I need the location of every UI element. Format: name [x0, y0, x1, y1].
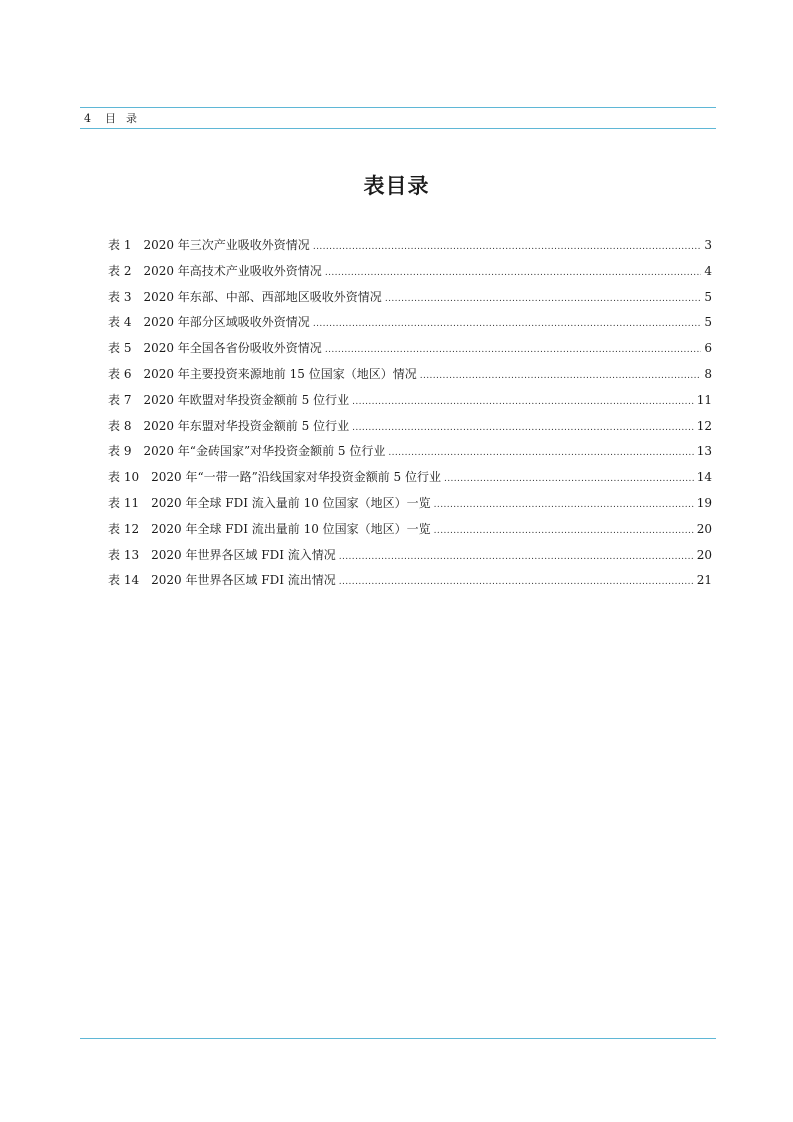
toc-entry-page: 14 [696, 470, 712, 485]
dot-leader [352, 419, 694, 433]
toc-entry-label: 表 9 [108, 444, 132, 459]
toc-entry-page: 12 [696, 418, 712, 433]
dot-leader [313, 315, 701, 329]
toc-entry-page: 21 [696, 573, 712, 588]
toc-entry-title: 2020 年全球 FDI 流出量前 10 位国家（地区）一览 [151, 521, 431, 536]
toc-entry-page: 19 [696, 495, 712, 510]
toc-entry-title: 2020 年东部、中部、西部地区吸收外资情况 [143, 289, 382, 304]
dot-leader [385, 290, 701, 304]
toc-entry-page: 11 [696, 392, 712, 407]
toc-entry[interactable] [108, 494, 712, 520]
header-page-number: 4 [84, 111, 91, 125]
toc-entry-label: 表 7 [108, 392, 132, 407]
toc-entry-page: 5 [704, 315, 712, 330]
table-of-contents [108, 236, 712, 597]
toc-entry[interactable] [108, 365, 712, 391]
dot-leader [313, 238, 701, 252]
header-top-rule [80, 107, 716, 108]
toc-entry[interactable] [108, 520, 712, 546]
toc-entry-label: 表 1 [108, 238, 132, 252]
dot-leader [325, 264, 701, 278]
dot-leader [434, 522, 694, 536]
toc-entry-page: 20 [696, 521, 712, 536]
toc-entry-label: 表 6 [108, 366, 132, 381]
page-title: 表目录 [363, 173, 430, 198]
toc-entry-title: 2020 年“一带一路”沿线国家对华投资金额前 5 位行业 [151, 470, 441, 485]
toc-entry-page: 3 [704, 238, 712, 252]
toc-entry-label: 表 14 [108, 573, 140, 588]
dot-leader [339, 573, 694, 587]
toc-entry-title: 2020 年“金砖国家”对华投资金额前 5 位行业 [143, 444, 386, 459]
dot-leader [352, 393, 694, 407]
dot-leader [444, 470, 694, 484]
toc-entry-page: 4 [704, 263, 712, 278]
toc-entry-title: 2020 年东盟对华投资金额前 5 位行业 [143, 418, 350, 433]
dot-leader [339, 548, 694, 562]
toc-entry[interactable] [108, 262, 712, 288]
toc-entry[interactable] [108, 313, 712, 339]
toc-entry-label: 表 3 [108, 289, 132, 304]
toc-entry-title: 2020 年欧盟对华投资金额前 5 位行业 [143, 392, 350, 407]
toc-entry-label: 表 11 [108, 495, 140, 510]
toc-entry-title: 2020 年全球 FDI 流入量前 10 位国家（地区）一览 [151, 495, 431, 510]
toc-entry-title: 2020 年部分区域吸收外资情况 [143, 315, 310, 330]
toc-entry-title: 2020 年主要投资来源地前 15 位国家（地区）情况 [143, 366, 417, 381]
toc-entry-page: 20 [696, 547, 712, 562]
toc-entry-label: 表 8 [108, 418, 132, 433]
toc-entry-title: 2020 年全国各省份吸收外资情况 [143, 341, 322, 356]
toc-entry[interactable] [108, 417, 712, 443]
toc-entry[interactable] [108, 236, 712, 262]
toc-entry-label: 表 2 [108, 263, 132, 278]
toc-entry-page: 5 [704, 289, 712, 304]
dot-leader [325, 341, 701, 355]
toc-entry[interactable] [108, 546, 712, 572]
dot-leader [420, 367, 701, 381]
dot-leader [434, 496, 694, 510]
toc-entry-label: 表 10 [108, 470, 140, 485]
toc-entry-title: 2020 年高技术产业吸收外资情况 [143, 263, 322, 278]
header-bottom-rule [80, 128, 716, 129]
toc-entry-title: 2020 年三次产业吸收外资情况 [143, 238, 310, 252]
dot-leader [388, 444, 693, 458]
toc-entry[interactable] [108, 391, 712, 417]
toc-entry-label: 表 12 [108, 521, 140, 536]
toc-entry-page: 13 [696, 444, 712, 459]
toc-entry-page: 6 [704, 341, 712, 356]
footer-rule [80, 1038, 716, 1039]
toc-entry-label: 表 13 [108, 547, 140, 562]
toc-entry[interactable] [108, 288, 712, 314]
toc-entry[interactable] [108, 468, 712, 494]
header-section-title: 目录 [105, 112, 147, 125]
toc-entry-label: 表 4 [108, 315, 132, 330]
toc-entry-label: 表 5 [108, 341, 132, 356]
toc-entry-title: 2020 年世界各区域 FDI 流出情况 [151, 573, 336, 588]
toc-entry[interactable] [108, 571, 712, 597]
toc-entry[interactable] [108, 442, 712, 468]
toc-entry-page: 8 [704, 366, 712, 381]
toc-entry[interactable] [108, 339, 712, 365]
running-header [84, 110, 147, 126]
toc-entry-title: 2020 年世界各区域 FDI 流入情况 [151, 547, 336, 562]
